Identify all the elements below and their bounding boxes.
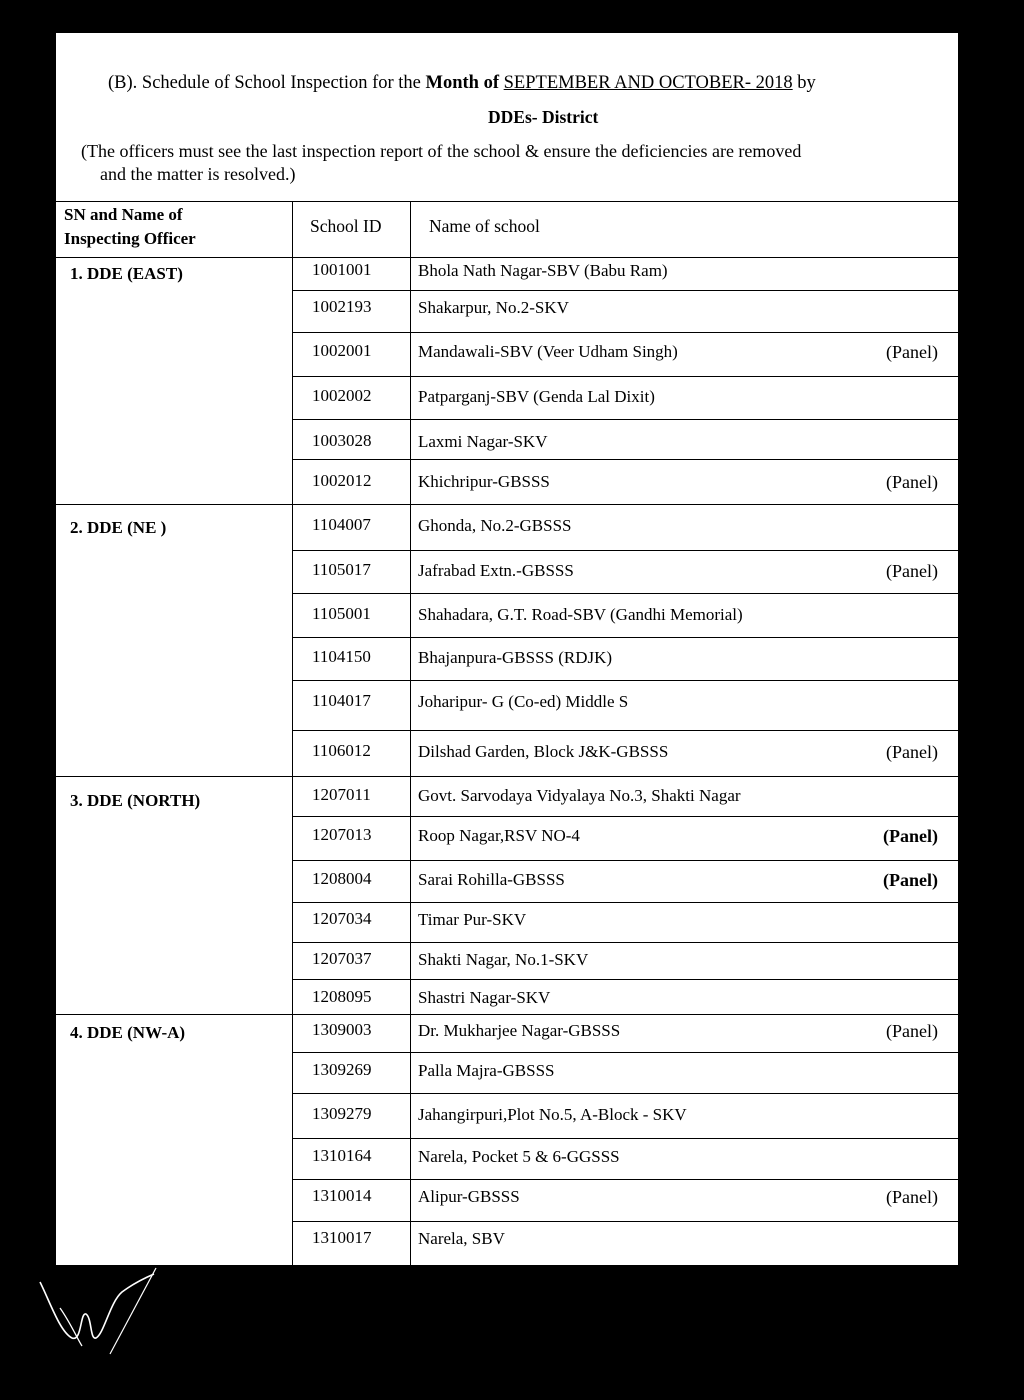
school-id-cell: 1104017	[312, 691, 371, 710]
row-rule	[292, 376, 960, 377]
panel-tag: (Panel)	[886, 1021, 938, 1041]
school-id-cell: 1002002	[312, 386, 372, 405]
row-rule	[56, 776, 960, 777]
panel-tag: (Panel)	[883, 870, 938, 890]
row-rule	[292, 816, 960, 817]
school-name-cell: Shakti Nagar, No.1-SKV	[418, 950, 589, 969]
row-rule	[292, 942, 960, 943]
panel-tag: (Panel)	[886, 742, 938, 762]
row-rule	[56, 504, 960, 505]
panel-tag: (Panel)	[886, 561, 938, 581]
school-id-cell: 1309003	[312, 1020, 372, 1039]
row-rule	[292, 419, 960, 420]
row-rule	[292, 550, 960, 551]
school-name-cell: Narela, SBV	[418, 1229, 505, 1248]
school-name-cell: Sarai Rohilla-GBSSS	[418, 870, 565, 889]
title-prefix: (B). Schedule of School Inspection for the	[108, 73, 421, 93]
title-month: SEPTEMBER AND OCTOBER- 2018	[503, 73, 793, 93]
inspecting-officer: 3. DDE (NORTH)	[70, 791, 201, 810]
school-name-cell: Shahadara, G.T. Road-SBV (Gandhi Memorial)	[418, 605, 743, 624]
title-month-label: Month of	[425, 73, 500, 93]
row-rule	[292, 459, 960, 460]
school-name-cell: Palla Majra-GBSSS	[418, 1061, 555, 1080]
school-name-cell: Narela, Pocket 5 & 6-GGSSS	[418, 1147, 620, 1166]
school-id-cell: 1207011	[312, 785, 371, 804]
row-rule	[292, 637, 960, 638]
note-line-1: (The officers must see the last inspection report of the school & ensure the deficiencies are removed	[81, 141, 802, 161]
row-rule	[292, 1093, 960, 1094]
school-id-cell: 1309279	[312, 1104, 372, 1123]
inspecting-officer: 4. DDE (NW-A)	[70, 1023, 186, 1042]
school-id-cell: 1208095	[312, 987, 372, 1006]
title-suffix: by	[797, 73, 816, 93]
school-name-cell: Shastri Nagar-SKV	[418, 988, 551, 1007]
column-divider-id	[410, 201, 411, 1267]
row-rule	[292, 860, 960, 861]
school-name-cell: Jafrabad Extn.-GBSSS	[418, 561, 574, 580]
document-subtitle: DDEs- District	[488, 107, 599, 127]
school-name-cell: Dilshad Garden, Block J&K-GBSSS	[418, 742, 669, 761]
panel-tag: (Panel)	[886, 472, 938, 492]
panel-tag: (Panel)	[886, 342, 938, 362]
school-id-cell: 1002001	[312, 341, 372, 360]
inspecting-officer: 2. DDE (NE )	[70, 518, 167, 537]
school-id-cell: 1105001	[312, 604, 371, 623]
school-name-cell: Patparganj-SBV (Genda Lal Dixit)	[418, 387, 655, 406]
table-top-rule	[56, 201, 960, 202]
school-id-cell: 1002012	[312, 471, 372, 490]
document-title	[108, 73, 816, 94]
school-id-cell: 1310017	[312, 1228, 372, 1247]
school-id-cell: 1207034	[312, 909, 372, 928]
school-id-cell: 1208004	[312, 869, 372, 888]
panel-tag: (Panel)	[883, 826, 938, 846]
school-name-cell: Jahangirpuri,Plot No.5, A-Block - SKV	[418, 1105, 687, 1124]
school-name-cell: Timar Pur-SKV	[418, 910, 527, 929]
school-id-cell: 1207013	[312, 825, 372, 844]
school-id-cell: 1001001	[312, 260, 372, 279]
school-id-cell: 1104150	[312, 647, 371, 666]
school-name-cell: Joharipur- G (Co-ed) Middle S	[418, 692, 629, 711]
header-bottom-rule	[56, 257, 960, 258]
row-rule	[292, 1052, 960, 1053]
school-id-cell: 1105017	[312, 560, 371, 579]
panel-tag: (Panel)	[886, 1187, 938, 1207]
row-rule	[56, 1014, 960, 1015]
school-name-cell: Dr. Mukharjee Nagar-GBSSS	[418, 1021, 621, 1040]
row-rule	[292, 1221, 960, 1222]
school-id-cell: 1003028	[312, 431, 372, 450]
school-id-cell: 1002193	[312, 297, 372, 316]
school-name-cell: Bhajanpura-GBSSS (RDJK)	[418, 648, 613, 667]
row-rule	[292, 979, 960, 980]
school-name-cell: Alipur-GBSSS	[418, 1187, 520, 1206]
school-name-cell: Khichripur-GBSSS	[418, 472, 550, 491]
row-rule	[292, 680, 960, 681]
school-name-cell: Roop Nagar,RSV NO-4	[418, 826, 580, 845]
header-officer-line-2: Inspecting Officer	[64, 229, 196, 248]
row-rule	[292, 332, 960, 333]
school-id-cell: 1106012	[312, 741, 371, 760]
row-rule	[292, 593, 960, 594]
school-id-cell: 1207037	[312, 949, 372, 968]
note-line-2: and the matter is resolved.)	[100, 164, 296, 184]
header-officer-line-1: SN and Name of	[64, 205, 183, 224]
document-page	[55, 32, 959, 1266]
row-rule	[292, 290, 960, 291]
row-rule	[292, 730, 960, 731]
school-name-cell: Ghonda, No.2-GBSSS	[418, 516, 572, 535]
row-rule	[292, 1179, 960, 1180]
school-id-cell: 1104007	[312, 515, 371, 534]
school-name-cell: Mandawali-SBV (Veer Udham Singh)	[418, 342, 678, 361]
header-officer	[64, 203, 196, 251]
row-rule	[292, 902, 960, 903]
school-name-cell: Laxmi Nagar-SKV	[418, 432, 548, 451]
header-school-name: Name of school	[429, 216, 540, 236]
column-divider-officer	[292, 201, 293, 1267]
school-name-cell: Govt. Sarvodaya Vidyalaya No.3, Shakti Nagar	[418, 786, 741, 805]
school-id-cell: 1310164	[312, 1146, 372, 1165]
inspecting-officer: 1. DDE (EAST)	[70, 264, 183, 283]
header-school-id: School ID	[310, 216, 382, 236]
school-name-cell: Shakarpur, No.2-SKV	[418, 298, 569, 317]
row-rule	[292, 1138, 960, 1139]
signature-scribble	[30, 1262, 170, 1362]
school-name-cell: Bhola Nath Nagar-SBV (Babu Ram)	[418, 261, 668, 280]
school-id-cell: 1309269	[312, 1060, 372, 1079]
school-id-cell: 1310014	[312, 1186, 372, 1205]
